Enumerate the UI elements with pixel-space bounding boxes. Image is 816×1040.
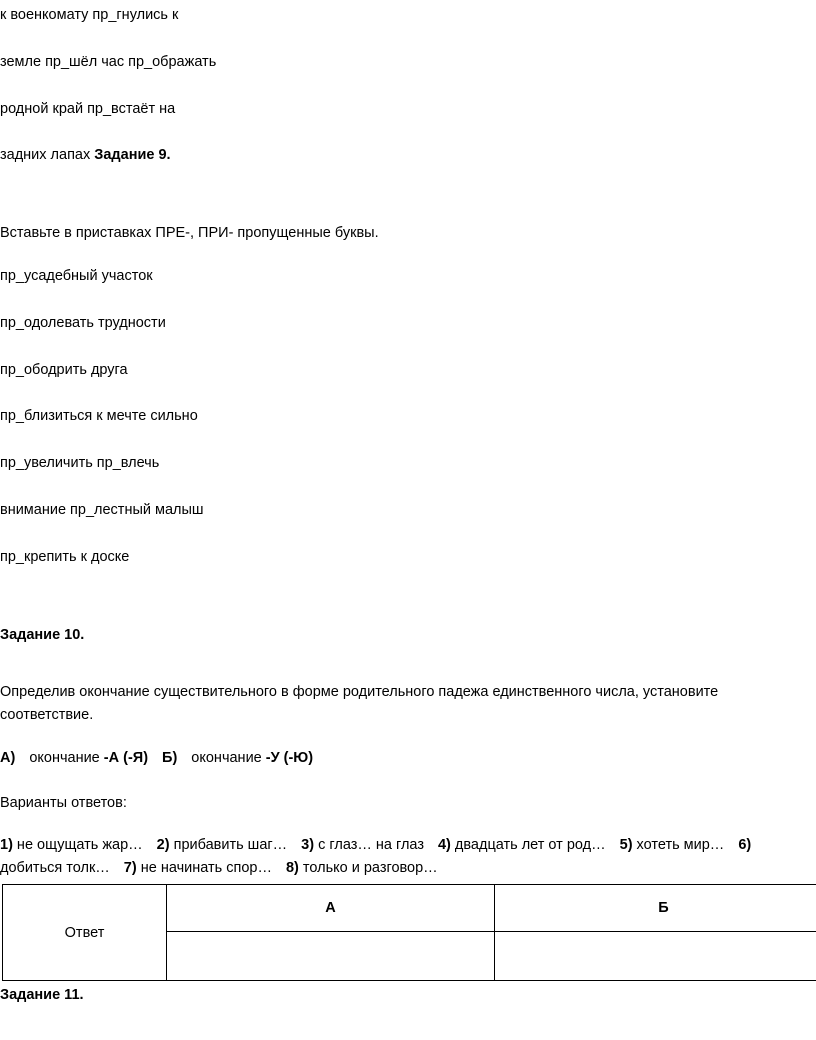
option-a-value: -А (-Я) [103,750,149,766]
task9-instruction: Вставьте в приставках ПРЕ-, ПРИ- пропущенные буквы. [0,225,379,241]
variant: 5) хотеть мир… [619,837,725,853]
task9-item: пр_крепить к доске [0,549,130,565]
task10-instruction-line-1: Определив окончание существительного в форме родительного падежа единственного числа, установите [0,684,719,700]
task10-options [0,749,313,767]
variants-label: Варианты ответов: [0,795,127,811]
answer-col-a-header: А [167,885,495,932]
variant: 8) только и разговор… [285,860,438,876]
variant: 7) не начинать спор… [123,860,272,876]
variant: 3) с глаз… на глаз [301,837,424,853]
variant: добиться толк… [0,860,110,876]
task10-title: Задание 10. [0,627,85,643]
intro-line-4 [0,146,171,164]
intro-line-4-text: задних лапах [0,147,95,163]
task10-instruction-line-2: соответствие. [0,707,94,723]
task9-item: пр_ободрить друга [0,362,128,378]
task11-title: Задание 11. [0,987,84,1003]
intro-line-3: родной край пр_встаёт на [0,101,176,117]
task9-title: Задание 9. [94,147,171,163]
variants-line-2 [0,859,438,877]
task9-item: пр_одолевать трудности [0,315,166,331]
intro-line-1: к военкомату пр_гнулись к [0,7,179,23]
answer-label-cell: Ответ [3,885,167,981]
task9-item: пр_близиться к мечте сильно [0,408,198,424]
option-b-text: окончание [191,750,266,766]
option-a-label: А) [0,750,16,766]
option-b-value: -У (-Ю) [265,750,314,766]
answer-col-b-header: Б [495,885,816,932]
variants-line-1 [0,836,751,854]
answer-table [2,884,816,981]
answer-cell-a[interactable] [167,932,495,981]
option-a-text: окончание [29,750,104,766]
variant: 1) не ощущать жар… [0,837,143,853]
task9-item: пр_увеличить пр_влечь [0,455,160,471]
option-b-label: Б) [162,750,178,766]
task9-item: внимание пр_лестный малыш [0,502,204,518]
task9-item: пр_усадебный участок [0,268,153,284]
variant: 6) [738,837,752,853]
answer-cell-b[interactable] [495,932,816,981]
variant: 2) прибавить шаг… [156,837,288,853]
variant: 4) двадцать лет от род… [437,837,606,853]
intro-line-2: земле пр_шёл час пр_ображать [0,54,217,70]
